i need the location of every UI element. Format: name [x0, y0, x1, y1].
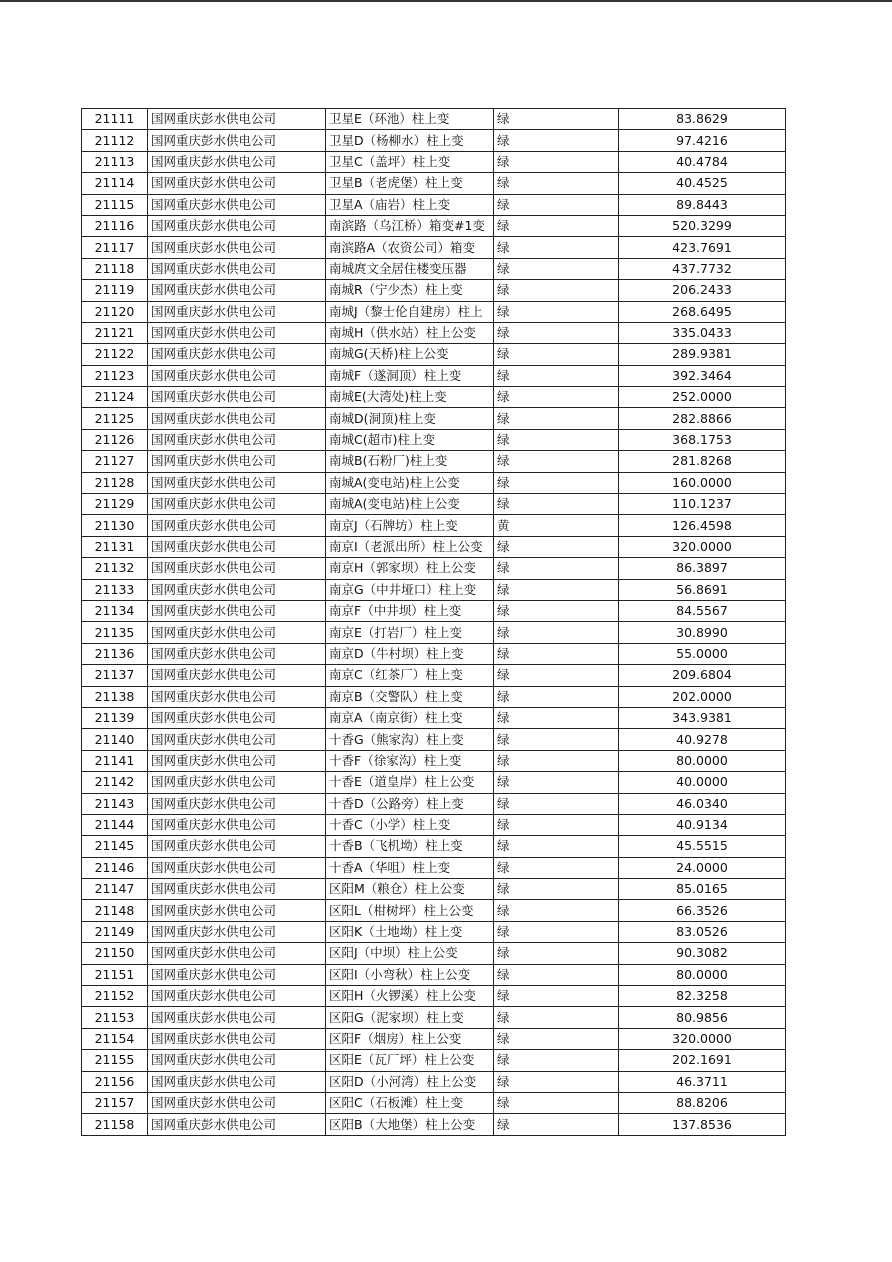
transformer-name-cell: 南京E（打岩厂）柱上变 [326, 622, 494, 643]
transformer-name-cell: 南城J（黎士伦自建房）柱上 [326, 301, 494, 322]
value-cell: 30.8990 [619, 622, 786, 643]
status-cell: 绿 [494, 622, 619, 643]
company-cell: 国网重庆彭水供电公司 [148, 387, 326, 408]
company-cell: 国网重庆彭水供电公司 [148, 750, 326, 771]
value-cell: 45.5515 [619, 836, 786, 857]
table-row [82, 1050, 786, 1071]
company-cell: 国网重庆彭水供电公司 [148, 1071, 326, 1092]
transformer-name-cell: 区阳J（中坝）柱上公变 [326, 943, 494, 964]
table-row [82, 814, 786, 835]
transformer-name-cell: 南京H（郭家坝）柱上公变 [326, 558, 494, 579]
status-cell: 绿 [494, 173, 619, 194]
value-cell: 40.4784 [619, 151, 786, 172]
company-cell: 国网重庆彭水供电公司 [148, 258, 326, 279]
table-row [82, 600, 786, 621]
company-cell: 国网重庆彭水供电公司 [148, 579, 326, 600]
value-cell: 343.9381 [619, 707, 786, 728]
table-row [82, 707, 786, 728]
transformer-name-cell: 南城C(超市)柱上变 [326, 429, 494, 450]
company-cell: 国网重庆彭水供电公司 [148, 536, 326, 557]
status-cell: 绿 [494, 1114, 619, 1135]
transformer-name-cell: 南京I（老派出所）柱上公变 [326, 536, 494, 557]
company-cell: 国网重庆彭水供电公司 [148, 451, 326, 472]
status-cell: 绿 [494, 301, 619, 322]
company-cell: 国网重庆彭水供电公司 [148, 600, 326, 621]
table-row [82, 579, 786, 600]
status-cell: 绿 [494, 1050, 619, 1071]
company-cell: 国网重庆彭水供电公司 [148, 1114, 326, 1135]
value-cell: 206.2433 [619, 280, 786, 301]
company-cell: 国网重庆彭水供电公司 [148, 408, 326, 429]
value-cell: 46.0340 [619, 793, 786, 814]
status-cell: 绿 [494, 494, 619, 515]
row-id-cell: 21130 [82, 515, 148, 536]
table-row [82, 1092, 786, 1113]
table-row [82, 964, 786, 985]
value-cell: 56.8691 [619, 579, 786, 600]
value-cell: 66.3526 [619, 900, 786, 921]
table-row [82, 536, 786, 557]
row-id-cell: 21133 [82, 579, 148, 600]
status-cell: 绿 [494, 900, 619, 921]
row-id-cell: 21157 [82, 1092, 148, 1113]
table-row [82, 986, 786, 1007]
value-cell: 320.0000 [619, 536, 786, 557]
table-row [82, 943, 786, 964]
value-cell: 40.0000 [619, 772, 786, 793]
row-id-cell: 21112 [82, 130, 148, 151]
transformer-name-cell: 十香G（熊家沟）柱上变 [326, 729, 494, 750]
table-row [82, 921, 786, 942]
table-row [82, 836, 786, 857]
status-cell: 绿 [494, 857, 619, 878]
row-id-cell: 21150 [82, 943, 148, 964]
value-cell: 88.8206 [619, 1092, 786, 1113]
transformer-name-cell: 南城A(变电站)柱上公变 [326, 472, 494, 493]
company-cell: 国网重庆彭水供电公司 [148, 472, 326, 493]
row-id-cell: 21115 [82, 194, 148, 215]
transformer-name-cell: 南京F（中井坝）柱上变 [326, 600, 494, 621]
value-cell: 83.0526 [619, 921, 786, 942]
transformer-name-cell: 南京J（石牌坊）柱上变 [326, 515, 494, 536]
row-id-cell: 21153 [82, 1007, 148, 1028]
table-row [82, 258, 786, 279]
row-id-cell: 21127 [82, 451, 148, 472]
status-cell: 绿 [494, 986, 619, 1007]
status-cell: 绿 [494, 258, 619, 279]
row-id-cell: 21154 [82, 1028, 148, 1049]
value-cell: 126.4598 [619, 515, 786, 536]
table-row [82, 173, 786, 194]
status-cell: 绿 [494, 643, 619, 664]
value-cell: 520.3299 [619, 215, 786, 236]
table-row [82, 322, 786, 343]
page-top-border [0, 0, 892, 2]
value-cell: 202.1691 [619, 1050, 786, 1071]
row-id-cell: 21155 [82, 1050, 148, 1071]
value-cell: 83.8629 [619, 109, 786, 130]
transformer-name-cell: 十香E（道皇岸）柱上公变 [326, 772, 494, 793]
value-cell: 202.0000 [619, 686, 786, 707]
value-cell: 86.3897 [619, 558, 786, 579]
value-cell: 392.3464 [619, 365, 786, 386]
value-cell: 40.4525 [619, 173, 786, 194]
transformer-name-cell: 卫星D（杨柳水）柱上变 [326, 130, 494, 151]
company-cell: 国网重庆彭水供电公司 [148, 793, 326, 814]
row-id-cell: 21135 [82, 622, 148, 643]
value-cell: 80.0000 [619, 964, 786, 985]
row-id-cell: 21142 [82, 772, 148, 793]
table-row [82, 515, 786, 536]
company-cell: 国网重庆彭水供电公司 [148, 429, 326, 450]
transformer-name-cell: 南滨路（乌江桥）箱变#1变 [326, 215, 494, 236]
status-cell: 绿 [494, 536, 619, 557]
row-id-cell: 21145 [82, 836, 148, 857]
status-cell: 绿 [494, 943, 619, 964]
value-cell: 24.0000 [619, 857, 786, 878]
value-cell: 110.1237 [619, 494, 786, 515]
transformer-name-cell: 南京D（牛村坝）柱上变 [326, 643, 494, 664]
transformer-name-cell: 南城B(石粉厂)柱上变 [326, 451, 494, 472]
value-cell: 85.0165 [619, 879, 786, 900]
row-id-cell: 21128 [82, 472, 148, 493]
company-cell: 国网重庆彭水供电公司 [148, 686, 326, 707]
status-cell: 绿 [494, 921, 619, 942]
value-cell: 335.0433 [619, 322, 786, 343]
company-cell: 国网重庆彭水供电公司 [148, 1050, 326, 1071]
status-cell: 绿 [494, 750, 619, 771]
company-cell: 国网重庆彭水供电公司 [148, 857, 326, 878]
status-cell: 绿 [494, 558, 619, 579]
row-id-cell: 21149 [82, 921, 148, 942]
value-cell: 268.6495 [619, 301, 786, 322]
status-cell: 绿 [494, 879, 619, 900]
transformer-name-cell: 区阳M（粮仓）柱上公变 [326, 879, 494, 900]
status-cell: 绿 [494, 729, 619, 750]
status-cell: 绿 [494, 408, 619, 429]
table-row [82, 772, 786, 793]
table-row [82, 151, 786, 172]
transformer-name-cell: 南城R（宁少杰）柱上变 [326, 280, 494, 301]
company-cell: 国网重庆彭水供电公司 [148, 173, 326, 194]
company-cell: 国网重庆彭水供电公司 [148, 280, 326, 301]
transformer-name-cell: 区阳K（土地坳）柱上变 [326, 921, 494, 942]
status-cell: 绿 [494, 707, 619, 728]
status-cell: 绿 [494, 151, 619, 172]
row-id-cell: 21114 [82, 173, 148, 194]
company-cell: 国网重庆彭水供电公司 [148, 494, 326, 515]
company-cell: 国网重庆彭水供电公司 [148, 986, 326, 1007]
company-cell: 国网重庆彭水供电公司 [148, 365, 326, 386]
row-id-cell: 21146 [82, 857, 148, 878]
transformer-name-cell: 区阳D（小河湾）柱上公变 [326, 1071, 494, 1092]
value-cell: 368.1753 [619, 429, 786, 450]
transformer-name-cell: 南京C（红茶厂）柱上变 [326, 665, 494, 686]
transformer-name-cell: 十香D（公路旁）柱上变 [326, 793, 494, 814]
value-cell: 40.9134 [619, 814, 786, 835]
company-cell: 国网重庆彭水供电公司 [148, 301, 326, 322]
status-cell: 绿 [494, 322, 619, 343]
row-id-cell: 21151 [82, 964, 148, 985]
row-id-cell: 21148 [82, 900, 148, 921]
table-row [82, 109, 786, 130]
status-cell: 绿 [494, 344, 619, 365]
row-id-cell: 21131 [82, 536, 148, 557]
company-cell: 国网重庆彭水供电公司 [148, 558, 326, 579]
status-cell: 绿 [494, 1007, 619, 1028]
transformer-name-cell: 卫星A（庙岩）柱上变 [326, 194, 494, 215]
company-cell: 国网重庆彭水供电公司 [148, 344, 326, 365]
table-row [82, 301, 786, 322]
transformer-name-cell: 南城庹文全居住楼变压器 [326, 258, 494, 279]
status-cell: 黄 [494, 515, 619, 536]
transformer-name-cell: 区阳H（火锣溪）柱上公变 [326, 986, 494, 1007]
row-id-cell: 21125 [82, 408, 148, 429]
table-row [82, 1114, 786, 1135]
row-id-cell: 21132 [82, 558, 148, 579]
table-row [82, 451, 786, 472]
table-row [82, 1071, 786, 1092]
company-cell: 国网重庆彭水供电公司 [148, 1092, 326, 1113]
value-cell: 82.3258 [619, 986, 786, 1007]
company-cell: 国网重庆彭水供电公司 [148, 707, 326, 728]
table-row [82, 750, 786, 771]
table-row [82, 1007, 786, 1028]
transformer-name-cell: 区阳L（柑树坪）柱上公变 [326, 900, 494, 921]
status-cell: 绿 [494, 686, 619, 707]
company-cell: 国网重庆彭水供电公司 [148, 1007, 326, 1028]
row-id-cell: 21123 [82, 365, 148, 386]
status-cell: 绿 [494, 451, 619, 472]
status-cell: 绿 [494, 772, 619, 793]
table-row [82, 344, 786, 365]
row-id-cell: 21137 [82, 665, 148, 686]
row-id-cell: 21141 [82, 750, 148, 771]
company-cell: 国网重庆彭水供电公司 [148, 921, 326, 942]
table-row [82, 130, 786, 151]
table-row [82, 857, 786, 878]
table-row [82, 729, 786, 750]
status-cell: 绿 [494, 1028, 619, 1049]
table-row [82, 387, 786, 408]
table-row [82, 1028, 786, 1049]
row-id-cell: 21120 [82, 301, 148, 322]
transformer-name-cell: 十香F（徐家沟）柱上变 [326, 750, 494, 771]
value-cell: 40.9278 [619, 729, 786, 750]
row-id-cell: 21129 [82, 494, 148, 515]
company-cell: 国网重庆彭水供电公司 [148, 130, 326, 151]
company-cell: 国网重庆彭水供电公司 [148, 879, 326, 900]
transformer-name-cell: 十香A（华咀）柱上变 [326, 857, 494, 878]
table-row [82, 643, 786, 664]
table-row [82, 900, 786, 921]
company-cell: 国网重庆彭水供电公司 [148, 622, 326, 643]
value-cell: 423.7691 [619, 237, 786, 258]
status-cell: 绿 [494, 665, 619, 686]
transformer-name-cell: 卫星B（老虎堡）柱上变 [326, 173, 494, 194]
company-cell: 国网重庆彭水供电公司 [148, 900, 326, 921]
table-row [82, 494, 786, 515]
value-cell: 55.0000 [619, 643, 786, 664]
row-id-cell: 21144 [82, 814, 148, 835]
table-row [82, 280, 786, 301]
transformer-name-cell: 南京G（中井垭口）柱上变 [326, 579, 494, 600]
value-cell: 90.3082 [619, 943, 786, 964]
company-cell: 国网重庆彭水供电公司 [148, 943, 326, 964]
status-cell: 绿 [494, 600, 619, 621]
status-cell: 绿 [494, 237, 619, 258]
transformer-name-cell: 南京B（交警队）柱上变 [326, 686, 494, 707]
transformer-name-cell: 南城G(天桥)柱上公变 [326, 344, 494, 365]
row-id-cell: 21134 [82, 600, 148, 621]
transformer-name-cell: 卫星E（环池）柱上变 [326, 109, 494, 130]
table-row [82, 622, 786, 643]
company-cell: 国网重庆彭水供电公司 [148, 151, 326, 172]
company-cell: 国网重庆彭水供电公司 [148, 964, 326, 985]
table-row [82, 793, 786, 814]
status-cell: 绿 [494, 194, 619, 215]
company-cell: 国网重庆彭水供电公司 [148, 1028, 326, 1049]
value-cell: 84.5567 [619, 600, 786, 621]
company-cell: 国网重庆彭水供电公司 [148, 215, 326, 236]
transformer-name-cell: 十香B（飞机坳）柱上变 [326, 836, 494, 857]
value-cell: 252.0000 [619, 387, 786, 408]
value-cell: 80.0000 [619, 750, 786, 771]
row-id-cell: 21138 [82, 686, 148, 707]
row-id-cell: 21124 [82, 387, 148, 408]
table-row [82, 365, 786, 386]
transformer-table [81, 108, 786, 1136]
transformer-name-cell: 区阳E（瓦厂坪）柱上公变 [326, 1050, 494, 1071]
transformer-name-cell: 区阳I（小弯秋）柱上公变 [326, 964, 494, 985]
value-cell: 281.8268 [619, 451, 786, 472]
company-cell: 国网重庆彭水供电公司 [148, 814, 326, 835]
row-id-cell: 21117 [82, 237, 148, 258]
transformer-name-cell: 南城E(大湾处)柱上变 [326, 387, 494, 408]
value-cell: 437.7732 [619, 258, 786, 279]
company-cell: 国网重庆彭水供电公司 [148, 322, 326, 343]
company-cell: 国网重庆彭水供电公司 [148, 515, 326, 536]
table-row [82, 215, 786, 236]
row-id-cell: 21119 [82, 280, 148, 301]
company-cell: 国网重庆彭水供电公司 [148, 836, 326, 857]
status-cell: 绿 [494, 579, 619, 600]
table-body [82, 109, 786, 1136]
row-id-cell: 21111 [82, 109, 148, 130]
status-cell: 绿 [494, 280, 619, 301]
row-id-cell: 21139 [82, 707, 148, 728]
transformer-name-cell: 南滨路A（农资公司）箱变 [326, 237, 494, 258]
value-cell: 160.0000 [619, 472, 786, 493]
row-id-cell: 21118 [82, 258, 148, 279]
table-row [82, 686, 786, 707]
row-id-cell: 21126 [82, 429, 148, 450]
status-cell: 绿 [494, 429, 619, 450]
value-cell: 97.4216 [619, 130, 786, 151]
transformer-name-cell: 南京A（南京街）柱上变 [326, 707, 494, 728]
transformer-name-cell: 南城D(洞顶)柱上变 [326, 408, 494, 429]
table-row [82, 665, 786, 686]
value-cell: 80.9856 [619, 1007, 786, 1028]
transformer-name-cell: 南城A(变电站)柱上公变 [326, 494, 494, 515]
status-cell: 绿 [494, 215, 619, 236]
table-row [82, 408, 786, 429]
company-cell: 国网重庆彭水供电公司 [148, 665, 326, 686]
company-cell: 国网重庆彭水供电公司 [148, 237, 326, 258]
value-cell: 289.9381 [619, 344, 786, 365]
transformer-name-cell: 南城F（遂洞顶）柱上变 [326, 365, 494, 386]
row-id-cell: 21156 [82, 1071, 148, 1092]
company-cell: 国网重庆彭水供电公司 [148, 643, 326, 664]
value-cell: 46.3711 [619, 1071, 786, 1092]
value-cell: 137.8536 [619, 1114, 786, 1135]
row-id-cell: 21113 [82, 151, 148, 172]
status-cell: 绿 [494, 1071, 619, 1092]
row-id-cell: 21152 [82, 986, 148, 1007]
transformer-name-cell: 十香C（小学）柱上变 [326, 814, 494, 835]
status-cell: 绿 [494, 365, 619, 386]
status-cell: 绿 [494, 1092, 619, 1113]
row-id-cell: 21140 [82, 729, 148, 750]
status-cell: 绿 [494, 472, 619, 493]
status-cell: 绿 [494, 387, 619, 408]
transformer-name-cell: 区阳G（泥家坝）柱上变 [326, 1007, 494, 1028]
status-cell: 绿 [494, 130, 619, 151]
company-cell: 国网重庆彭水供电公司 [148, 109, 326, 130]
table-row [82, 558, 786, 579]
transformer-name-cell: 区阳C（石板滩）柱上变 [326, 1092, 494, 1113]
company-cell: 国网重庆彭水供电公司 [148, 194, 326, 215]
row-id-cell: 21116 [82, 215, 148, 236]
value-cell: 209.6804 [619, 665, 786, 686]
row-id-cell: 21143 [82, 793, 148, 814]
company-cell: 国网重庆彭水供电公司 [148, 772, 326, 793]
table-row [82, 879, 786, 900]
status-cell: 绿 [494, 793, 619, 814]
row-id-cell: 21158 [82, 1114, 148, 1135]
value-cell: 282.8866 [619, 408, 786, 429]
transformer-name-cell: 南城H（供水站）柱上公变 [326, 322, 494, 343]
status-cell: 绿 [494, 964, 619, 985]
table-row [82, 194, 786, 215]
status-cell: 绿 [494, 814, 619, 835]
value-cell: 320.0000 [619, 1028, 786, 1049]
status-cell: 绿 [494, 109, 619, 130]
transformer-name-cell: 区阳F（烟房）柱上公变 [326, 1028, 494, 1049]
row-id-cell: 21136 [82, 643, 148, 664]
table-row [82, 429, 786, 450]
row-id-cell: 21147 [82, 879, 148, 900]
company-cell: 国网重庆彭水供电公司 [148, 729, 326, 750]
table-row [82, 472, 786, 493]
transformer-name-cell: 区阳B（大地堡）柱上公变 [326, 1114, 494, 1135]
transformer-name-cell: 卫星C（盖坪）柱上变 [326, 151, 494, 172]
status-cell: 绿 [494, 836, 619, 857]
row-id-cell: 21122 [82, 344, 148, 365]
table-row [82, 237, 786, 258]
value-cell: 89.8443 [619, 194, 786, 215]
row-id-cell: 21121 [82, 322, 148, 343]
